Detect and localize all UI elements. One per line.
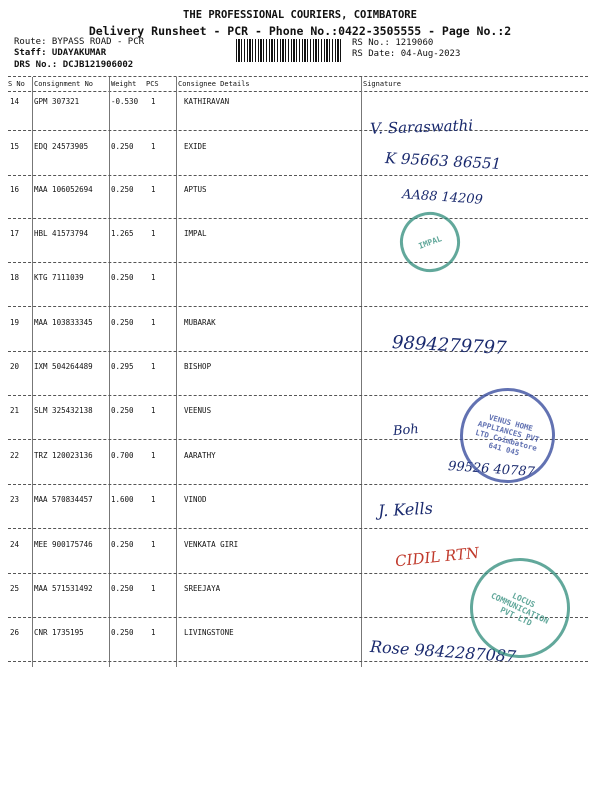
row-16-consignment: MAA 106052694 — [34, 185, 93, 194]
signature-26: Rose 9842287087 — [369, 636, 517, 667]
venus-stamp: VENUS HOME APPLIANCES PVT LTD Coimbatore 641 045 — [449, 377, 565, 493]
row-19-consignee: MUBARAK — [184, 318, 216, 327]
row-15-consignment: EDQ 24573905 — [34, 142, 89, 151]
barcode — [236, 39, 342, 62]
drs-number: DRS No.: DCJB121906002 — [14, 60, 134, 70]
divider-1 — [32, 77, 33, 667]
impal-stamp: IMPAL — [392, 204, 469, 281]
row-17-sno: 17 — [10, 229, 20, 238]
row-21-consignment: SLM 325432138 — [34, 406, 93, 415]
row-19-pcs: 1 — [151, 318, 156, 327]
row-divider — [8, 484, 588, 485]
row-23-consignment: MAA 570834457 — [34, 495, 93, 504]
row-divider — [8, 175, 588, 176]
row-21-weight: 0.250 — [111, 406, 134, 415]
row-26-pcs: 1 — [151, 628, 156, 637]
row-14-sno: 14 — [10, 97, 20, 106]
divider-4 — [361, 77, 362, 667]
divider-2 — [109, 77, 110, 667]
row-18-sno: 18 — [10, 273, 20, 282]
locus-stamp: LOCUS COMMUNICATION PVT LTD — [454, 542, 587, 675]
row-25-pcs: 1 — [151, 584, 156, 593]
row-15-sno: 15 — [10, 142, 20, 151]
col-consignee: Consignee Details — [178, 80, 250, 88]
row-15-consignee: EXIDE — [184, 142, 207, 151]
row-14-consignment: GPM 307321 — [34, 97, 80, 106]
row-14-weight: -0.530 — [111, 97, 139, 106]
col-consignment: Consignment No — [34, 80, 94, 88]
row-20-consignment: IXM 504264489 — [34, 362, 93, 371]
row-20-pcs: 1 — [151, 362, 156, 371]
row-18-consignment: KTG 7111039 — [34, 273, 84, 282]
signature-21: Boh — [392, 421, 420, 440]
row-24-sno: 24 — [10, 540, 20, 549]
row-19-consignment: MAA 103833345 — [34, 318, 93, 327]
row-26-weight: 0.250 — [111, 628, 134, 637]
runsheet-subtitle: Delivery Runsheet - PCR - Phone No.:0422-3505555 - Page No.:2 — [88, 24, 512, 38]
signature-14: V. Saraswathi — [369, 116, 474, 138]
rs-date: RS Date: 04-Aug-2023 — [352, 49, 461, 59]
row-divider — [8, 306, 588, 307]
row-21-sno: 21 — [10, 406, 20, 415]
row-24-weight: 0.250 — [111, 540, 134, 549]
row-16-sno: 16 — [10, 185, 20, 194]
col-pcs: PCS — [146, 80, 159, 88]
row-20-consignee: BISHOP — [184, 362, 212, 371]
row-22-pcs: 1 — [151, 451, 156, 460]
row-18-pcs: 1 — [151, 273, 156, 282]
row-26-sno: 26 — [10, 628, 20, 637]
row-23-weight: 1.600 — [111, 495, 134, 504]
staff-text: Staff: UDAYAKUMAR — [14, 48, 107, 58]
row-17-consignee: IMPAL — [184, 229, 207, 238]
row-17-consignment: HBL 41573794 — [34, 229, 89, 238]
row-16-weight: 0.250 — [111, 185, 134, 194]
row-22-sno: 22 — [10, 451, 20, 460]
row-14-pcs: 1 — [151, 97, 156, 106]
row-25-sno: 25 — [10, 584, 20, 593]
row-21-pcs: 1 — [151, 406, 156, 415]
row-17-weight: 1.265 — [111, 229, 134, 238]
row-23-consignee: VINOD — [184, 495, 207, 504]
row-26-consignment: CNR 1735195 — [34, 628, 84, 637]
row-23-pcs: 1 — [151, 495, 156, 504]
row-divider — [8, 262, 588, 263]
row-25-weight: 0.250 — [111, 584, 134, 593]
row-14-consignee: KATHIRAVAN — [184, 97, 230, 106]
row-22-consignment: TRZ 120023136 — [34, 451, 93, 460]
row-25-consignee: SREEJAYA — [184, 584, 221, 593]
header-top-rule — [8, 76, 588, 77]
signature-24: CIDIL RTN — [394, 543, 480, 571]
row-17-pcs: 1 — [151, 229, 156, 238]
row-20-weight: 0.295 — [111, 362, 134, 371]
row-divider — [8, 528, 588, 529]
divider-3 — [176, 77, 177, 667]
row-16-pcs: 1 — [151, 185, 156, 194]
row-25-consignment: MAA 571531492 — [34, 584, 93, 593]
signature-16: AA88 14209 — [401, 187, 484, 208]
row-24-pcs: 1 — [151, 540, 156, 549]
signature-23: J. Kells — [377, 498, 434, 521]
row-26-consignee: LIVINGSTONE — [184, 628, 234, 637]
header-bottom-rule — [8, 91, 588, 92]
row-divider — [8, 218, 588, 219]
col-weight: Weight — [111, 80, 137, 88]
row-22-weight: 0.700 — [111, 451, 134, 460]
signature-15: K 95663 86551 — [384, 148, 502, 174]
row-22-consignee: AARATHY — [184, 451, 216, 460]
signature-22: 99526 40787 — [447, 458, 536, 481]
row-24-consignee: VENKATA GIRI — [184, 540, 239, 549]
route-text: Route: BYPASS ROAD - PCR — [14, 37, 145, 47]
row-15-weight: 0.250 — [111, 142, 134, 151]
row-23-sno: 23 — [10, 495, 20, 504]
col-signature: Signature — [363, 80, 401, 88]
row-divider — [8, 130, 588, 131]
signature-19: 9894279797 — [391, 332, 508, 359]
col-sno: S No — [8, 80, 25, 88]
company-title: THE PROFESSIONAL COURIERS, COIMBATORE — [183, 9, 417, 21]
row-21-consignee: VEENUS — [184, 406, 212, 415]
row-15-pcs: 1 — [151, 142, 156, 151]
row-18-weight: 0.250 — [111, 273, 134, 282]
row-19-weight: 0.250 — [111, 318, 134, 327]
row-20-sno: 20 — [10, 362, 20, 371]
row-24-consignment: MEE 900175746 — [34, 540, 93, 549]
row-16-consignee: APTUS — [184, 185, 207, 194]
row-19-sno: 19 — [10, 318, 20, 327]
rs-number: RS No.: 1219060 — [352, 38, 434, 48]
